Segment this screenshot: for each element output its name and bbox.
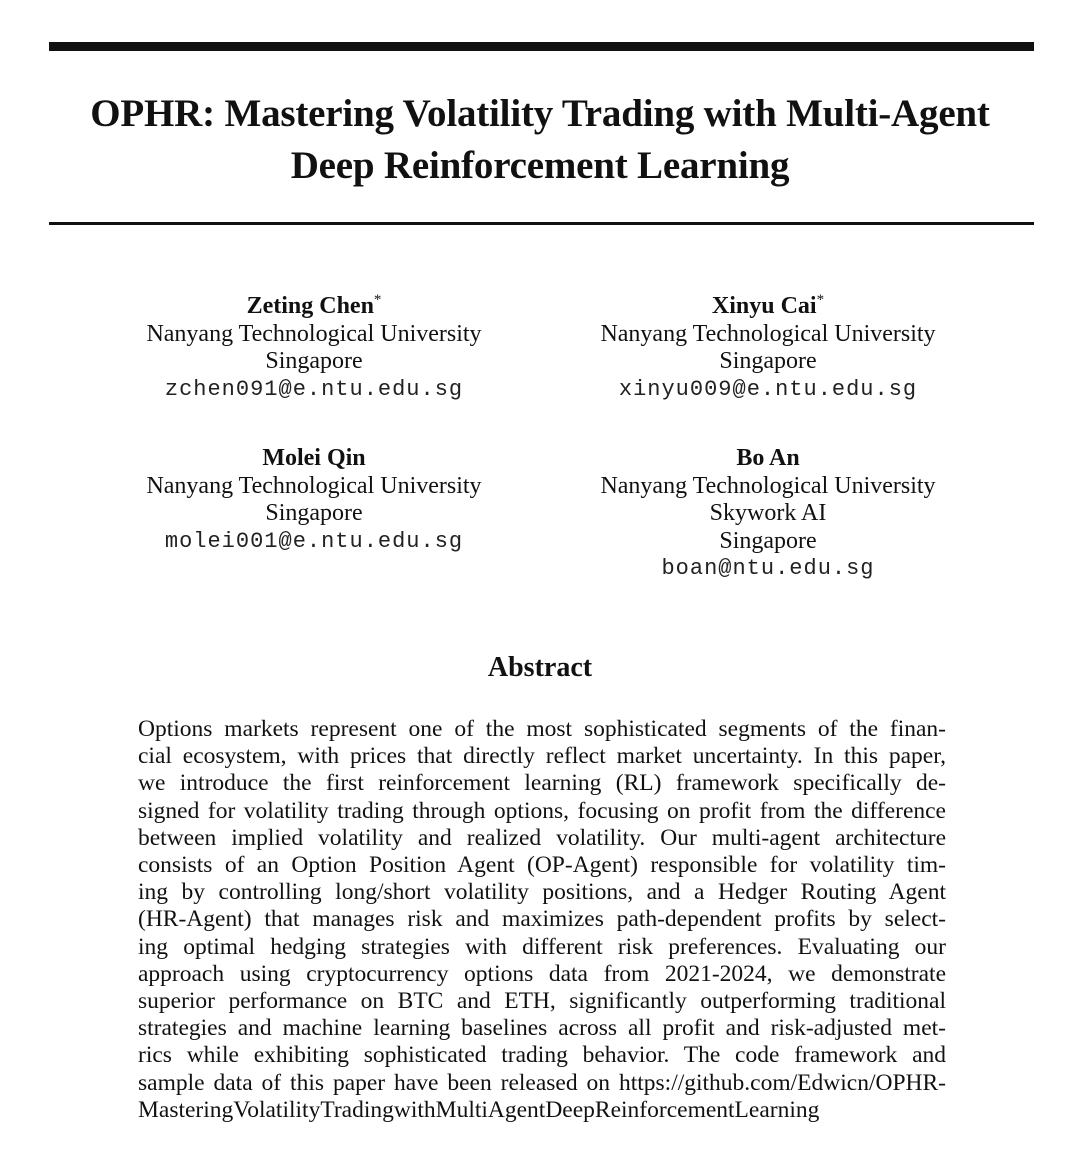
- author-email[interactable]: molei001@e.ntu.edu.sg: [164, 528, 464, 554]
- abstract-line: approach using cryptocurrency options data from 2021-2024, we demonstrate: [138, 960, 946, 987]
- author-name: Molei Qin: [262, 445, 366, 471]
- equal-contribution-marker: *: [373, 292, 382, 308]
- author-affiliation: Skywork AI: [709, 500, 827, 526]
- author-affiliation: Nanyang Technological University: [146, 320, 482, 347]
- equal-contribution-marker: *: [816, 292, 825, 308]
- abstract-body: [138, 716, 946, 1124]
- abstract-line: we introduce the first reinforcement learning (RL) framework specifically de-: [138, 770, 946, 797]
- abstract-line: strategies and machine learning baselines across all profit and risk-adjusted met-: [138, 1015, 946, 1042]
- paper-title: [40, 88, 1040, 192]
- title-line-1: OPHR: Mastering Volatility Trading with Multi-Agent: [90, 92, 990, 135]
- abstract-line: (HR-Agent) that manages risk and maximizes path-dependent profits by select-: [138, 906, 946, 933]
- author-email[interactable]: zchen091@e.ntu.edu.sg: [164, 376, 464, 402]
- title-top-rule: [49, 42, 1034, 51]
- title-bottom-rule: [49, 222, 1034, 225]
- abstract-line: ing by controlling long/short volatility positions, and a Hedger Routing Agent: [138, 879, 946, 906]
- abstract-line: cial ecosystem, with prices that directly reflect market uncertainty. In this paper,: [138, 743, 946, 770]
- author-email[interactable]: boan@ntu.edu.sg: [661, 556, 875, 581]
- abstract-line: rics while exhibiting sophisticated trading behavior. The code framework and: [138, 1042, 946, 1069]
- author-affiliation: Nanyang Technological University: [600, 320, 936, 347]
- abstract-line: between implied volatility and realized volatility. Our multi-agent architecture: [138, 824, 946, 851]
- author-block-zeting-chen: [94, 293, 534, 403]
- author-block-xinyu-cai: [548, 293, 988, 403]
- author-block-bo-an: [548, 445, 988, 583]
- abstract-line: superior performance on BTC and ETH, significantly outperforming traditional: [138, 988, 946, 1015]
- author-name: Zeting Chen*: [246, 292, 382, 319]
- abstract-line: Options markets represent one of the most sophisticated segments of the finan-: [138, 716, 946, 742]
- author-name: Bo An: [736, 445, 800, 471]
- author-affiliation: Singapore: [265, 500, 363, 526]
- author-name: Xinyu Cai*: [711, 292, 825, 319]
- abstract-link-line[interactable]: MasteringVolatilityTradingwithMultiAgentDeepReinforcementLearning: [138, 1096, 820, 1123]
- author-affiliation: Singapore: [719, 348, 817, 374]
- author-block-molei-qin: [94, 445, 534, 555]
- author-affiliation: Singapore: [265, 348, 363, 374]
- title-line-2: Deep Reinforcement Learning: [290, 144, 790, 187]
- abstract-line: signed for volatility trading through options, focusing on profit from the difference: [138, 797, 946, 824]
- abstract-line: consists of an Option Position Agent (OP-Agent) responsible for volatility tim-: [138, 852, 946, 879]
- author-affiliation: Nanyang Technological University: [146, 472, 482, 499]
- author-email[interactable]: xinyu009@e.ntu.edu.sg: [618, 376, 918, 402]
- abstract-link-line[interactable]: sample data of this paper have been released on https://github.com/Edwicn/OPHR-: [138, 1069, 946, 1096]
- author-affiliation: Singapore: [719, 527, 817, 554]
- abstract-line: ing optimal hedging strategies with different risk preferences. Evaluating our: [138, 933, 946, 960]
- abstract-heading: Abstract: [487, 652, 593, 683]
- author-affiliation: Nanyang Technological University: [600, 472, 936, 499]
